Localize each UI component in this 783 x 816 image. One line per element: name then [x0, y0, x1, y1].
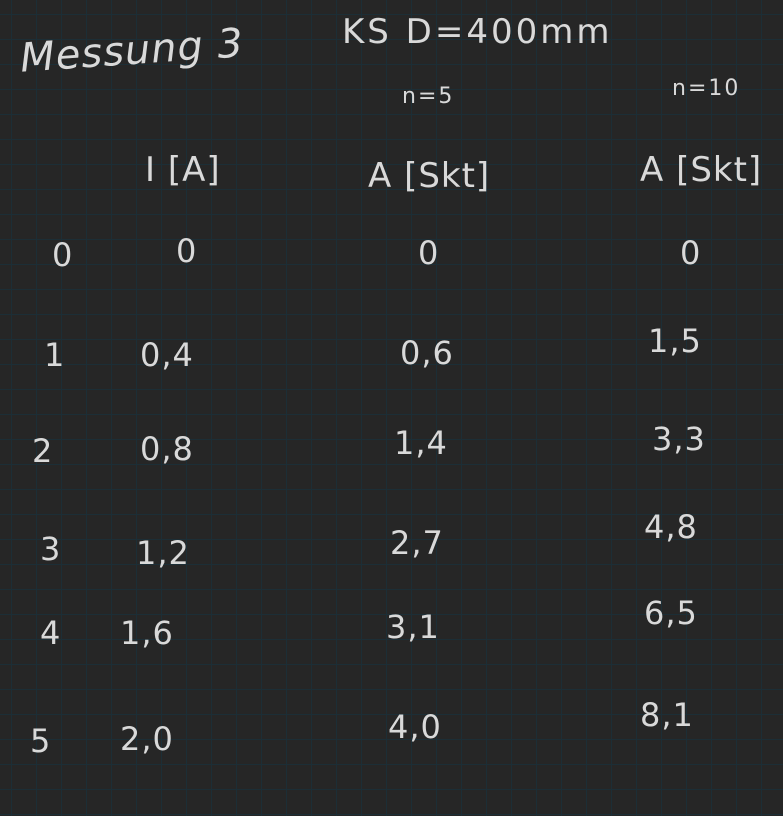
current-value: 0 [176, 232, 198, 270]
setup-label: KS D=400mm [342, 12, 613, 52]
row-index: 2 [32, 432, 54, 470]
row-index: 5 [30, 722, 52, 760]
a10-value: 3,3 [652, 420, 706, 458]
current-value: 1,6 [120, 614, 174, 652]
current-value: 0,8 [140, 430, 194, 468]
current-value: 2,0 [120, 720, 174, 758]
n5-note: n=5 [402, 84, 455, 109]
current-value: 0,4 [140, 336, 194, 374]
row-index: 3 [40, 530, 62, 568]
a10-value: 1,5 [648, 322, 702, 360]
a10-value: 4,8 [644, 508, 698, 546]
row-index: 4 [40, 614, 62, 652]
a10-value: 0 [680, 234, 702, 272]
column-header-current: I [A] [145, 150, 221, 190]
n10-note: n=10 [672, 76, 741, 101]
a5-value: 0 [418, 234, 440, 272]
page-title: Messung 3 [18, 20, 246, 82]
row-index: 1 [44, 336, 66, 374]
a5-value: 0,6 [400, 334, 454, 372]
a5-value: 3,1 [386, 608, 440, 646]
a5-value: 4,0 [388, 708, 442, 746]
a5-value: 2,7 [390, 524, 444, 562]
current-value: 1,2 [136, 534, 190, 572]
row-index: 0 [52, 236, 74, 274]
a10-value: 8,1 [640, 696, 694, 734]
column-header-a10: A [Skt] [640, 150, 763, 190]
a5-value: 1,4 [394, 424, 448, 462]
a10-value: 6,5 [644, 594, 698, 632]
column-header-a5: A [Skt] [368, 156, 491, 196]
